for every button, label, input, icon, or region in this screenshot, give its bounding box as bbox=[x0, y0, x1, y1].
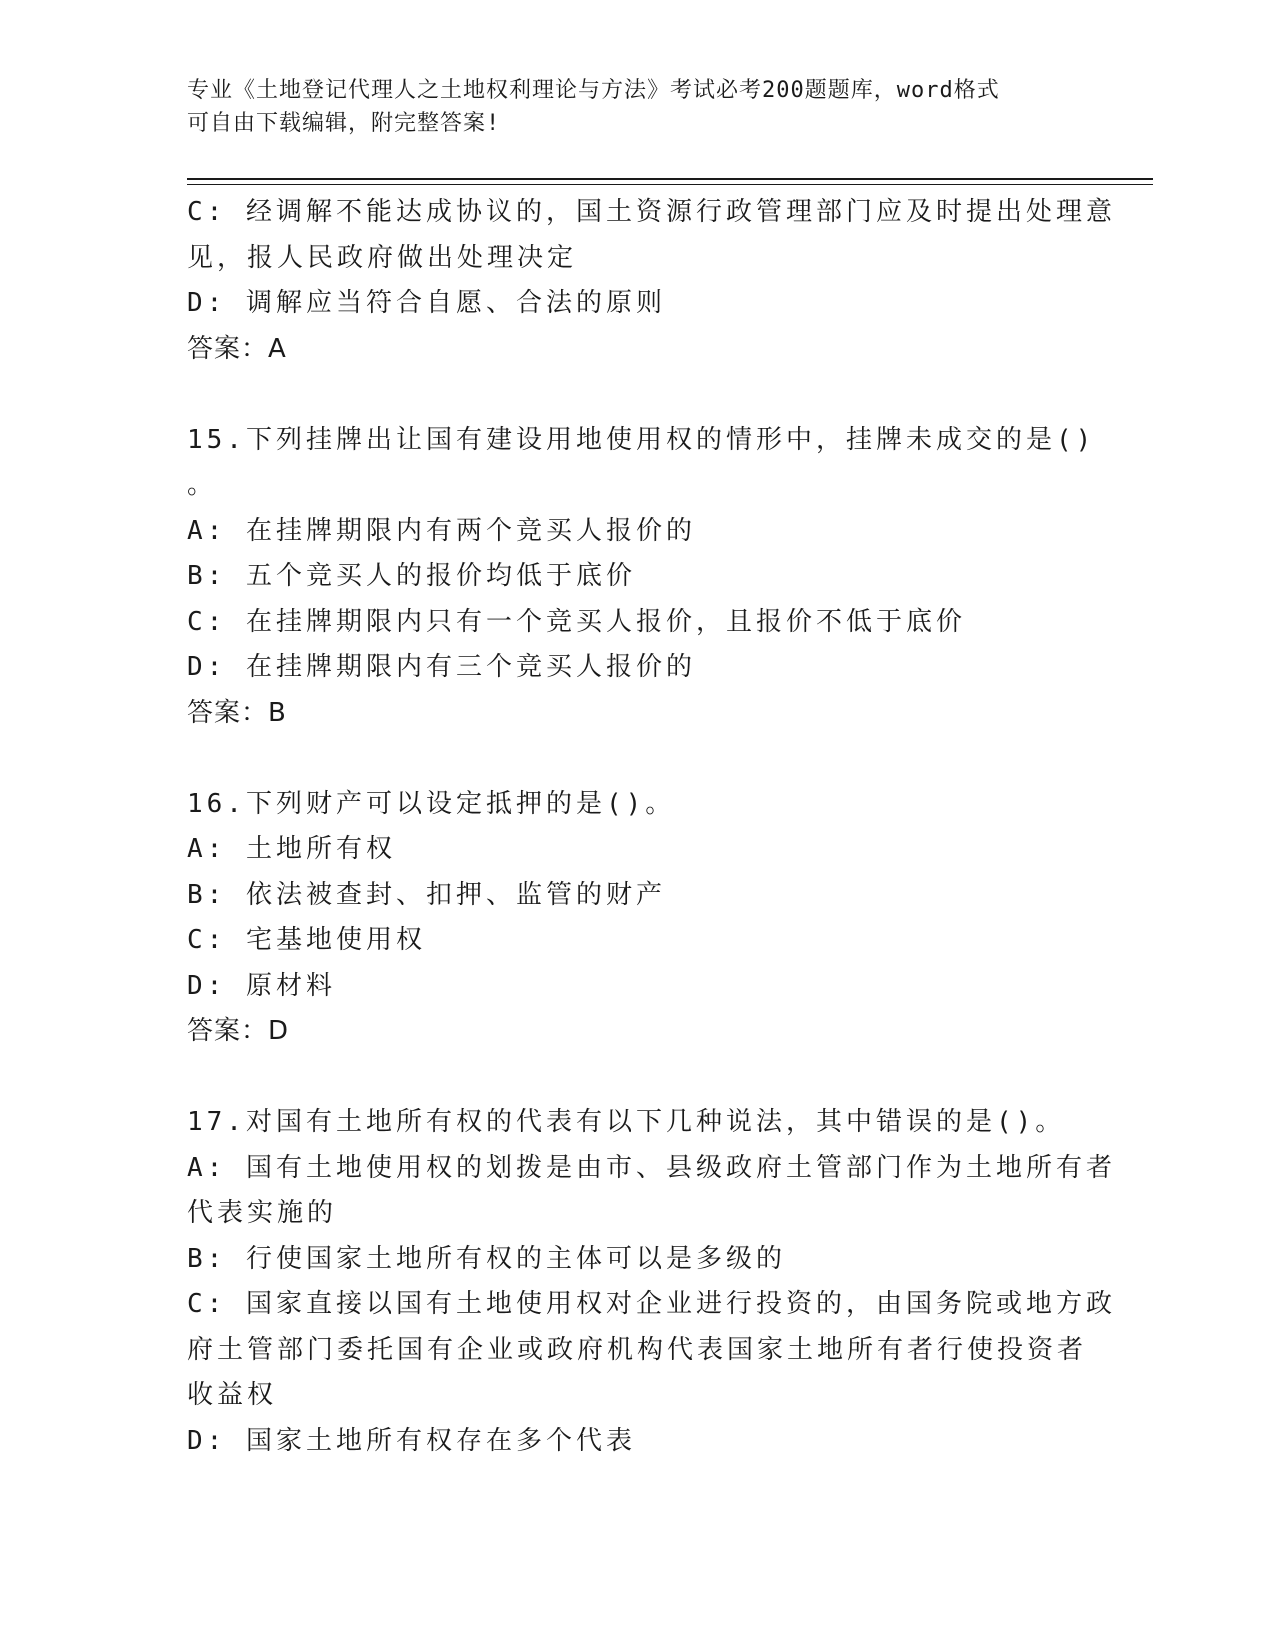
spacer bbox=[187, 736, 1067, 782]
header-rule-thick bbox=[187, 178, 1153, 180]
header-title-line-2: 可自由下载编辑，附完整答案! bbox=[187, 111, 501, 136]
spacer bbox=[187, 372, 1067, 418]
option-d: D: 在挂牌期限内有三个竞买人报价的 bbox=[187, 652, 696, 682]
question-block-14 bbox=[187, 190, 1116, 372]
option-c-line-2: 府土管部门委托国有企业或政府机构代表国家土地所有者行使投资者 bbox=[187, 1334, 1088, 1365]
option-a-line-1: A: 国有土地使用权的划拨是由市、县级政府土管部门作为土地所有者 bbox=[187, 1152, 1116, 1183]
question-block-17 bbox=[187, 1100, 1116, 1464]
answer-line: 答案：D bbox=[187, 1016, 290, 1046]
option-c: C: 在挂牌期限内只有一个竞买人报价，且报价不低于底价 bbox=[187, 606, 966, 637]
option-c-line-2: 见，报人民政府做出处理决定 bbox=[187, 242, 578, 273]
question-block-16 bbox=[187, 782, 1067, 1055]
question-stem: 17.对国有土地所有权的代表有以下几种说法，其中错误的是()。 bbox=[187, 1107, 1066, 1137]
option-c-line-1: C: 经调解不能达成协议的，国土资源行政管理部门应及时提出处理意 bbox=[187, 197, 1116, 227]
question-stem-line-1: 15.下列挂牌出让国有建设用地使用权的情形中，挂牌未成交的是() bbox=[187, 424, 1096, 455]
answer-line: 答案：A bbox=[187, 333, 287, 364]
option-b: B: 五个竞买人的报价均低于底价 bbox=[187, 561, 636, 591]
question-stem: 16.下列财产可以设定抵押的是()。 bbox=[187, 788, 676, 819]
question-stem-line-2: 。 bbox=[187, 470, 218, 500]
document-header bbox=[187, 74, 1067, 140]
option-d: D: 原材料 bbox=[187, 970, 336, 1001]
header-rule-thin bbox=[187, 184, 1153, 185]
option-a: A: 土地所有权 bbox=[187, 834, 396, 864]
header-title-line-1: 专业《土地登记代理人之土地权利理论与方法》考试必考200题题库，word格式 bbox=[187, 78, 1000, 103]
answer-line: 答案：B bbox=[187, 697, 287, 728]
question-block-15 bbox=[187, 418, 1096, 737]
spacer bbox=[187, 1055, 1067, 1101]
option-a: A: 在挂牌期限内有两个竞买人报价的 bbox=[187, 515, 696, 546]
question-list bbox=[187, 190, 1116, 1464]
option-c-line-1: C: 国家直接以国有土地使用权对企业进行投资的，由国务院或地方政 bbox=[187, 1289, 1116, 1319]
option-a-line-2: 代表实施的 bbox=[187, 1198, 338, 1228]
option-b: B: 行使国家土地所有权的主体可以是多级的 bbox=[187, 1243, 786, 1274]
option-b: B: 依法被查封、扣押、监管的财产 bbox=[187, 879, 666, 910]
option-d: D: 国家土地所有权存在多个代表 bbox=[187, 1425, 636, 1456]
option-c: C: 宅基地使用权 bbox=[187, 925, 426, 955]
option-d: D: 调解应当符合自愿、合法的原则 bbox=[187, 288, 666, 318]
option-c-line-3: 收益权 bbox=[187, 1380, 278, 1410]
